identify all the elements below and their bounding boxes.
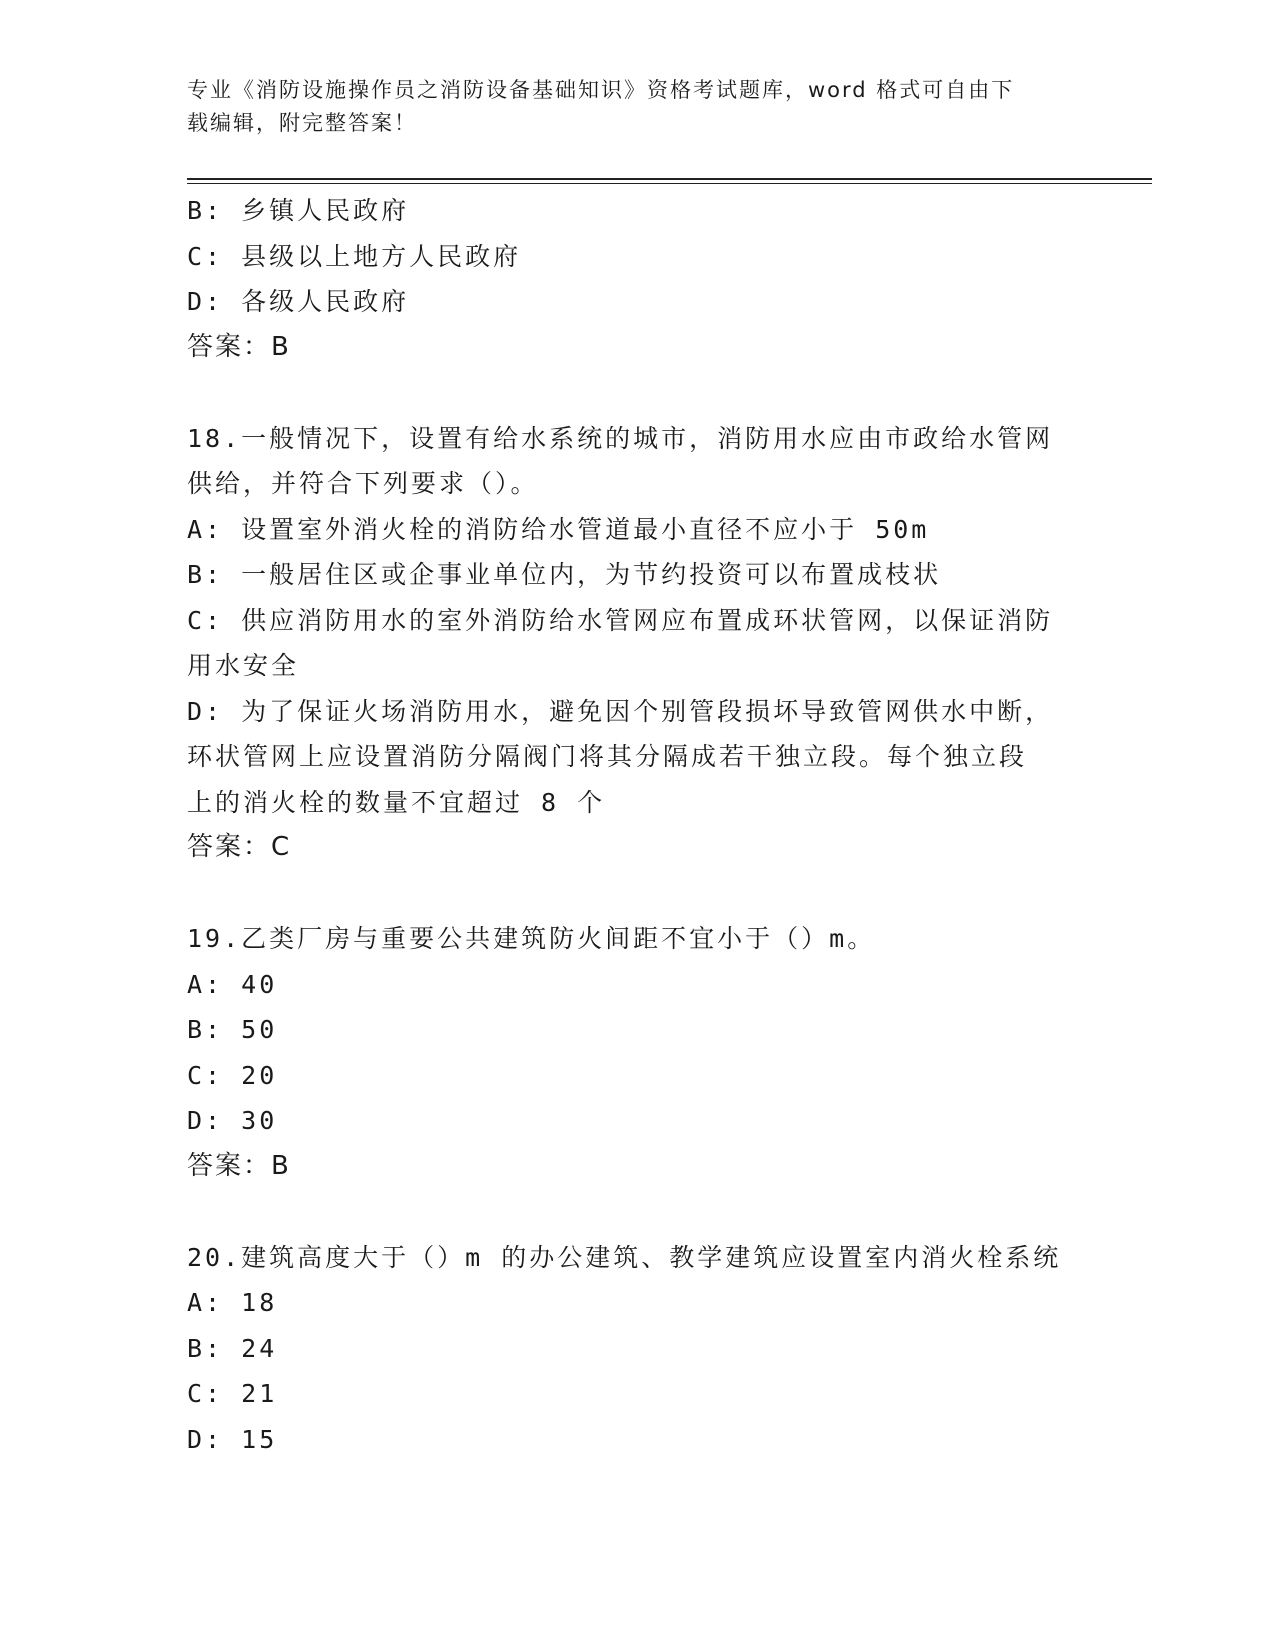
q19-option-c: C: 20 xyxy=(187,1060,278,1090)
spacer xyxy=(187,1189,1077,1235)
q17-option-b: B: 乡镇人民政府 xyxy=(187,196,410,225)
q18-question-line-1: 18.一般情况下，设置有给水系统的城市，消防用水应由市政给水管网 xyxy=(187,423,1054,453)
q18-option-d-line-3: 上的消火栓的数量不宜超过 8 个 xyxy=(187,787,606,817)
q18-question-line-2: 供给，并符合下列要求（）。 xyxy=(187,469,539,498)
q18-option-c-line-1: C: 供应消防用水的室外消防给水管网应布置成环状管网，以保证消防 xyxy=(187,605,1054,635)
q19-option-b: B: 50 xyxy=(187,1015,278,1044)
q20-option-d: D: 15 xyxy=(187,1424,278,1454)
header-title-line-1: 专业《消防设施操作员之消防设备基础知识》资格考试题库，word 格式可自由下 xyxy=(187,78,1015,102)
question-list xyxy=(187,188,1077,1462)
question-18 xyxy=(187,416,1077,871)
q20-option-c: C: 21 xyxy=(187,1379,278,1408)
q17-option-c: C: 县级以上地方人民政府 xyxy=(187,241,522,271)
q18-option-a: A: 设置室外消火栓的消防给水管道最小直径不应小于 50m xyxy=(187,514,930,544)
q17-option-d: D: 各级人民政府 xyxy=(187,287,410,316)
q20-option-b: B: 24 xyxy=(187,1333,278,1363)
q18-option-d-line-2: 环状管网上应设置消防分隔阀门将其分隔成若干独立段。每个独立段 xyxy=(187,742,1028,771)
q20-option-a: A: 18 xyxy=(187,1288,278,1317)
spacer xyxy=(187,370,1077,416)
q19-option-a: A: 40 xyxy=(187,969,278,999)
q18-option-c-line-2: 用水安全 xyxy=(187,651,300,680)
q19-question: 19.乙类厂房与重要公共建筑防火间距不宜小于（）m。 xyxy=(187,924,876,953)
q19-answer: 答案：B xyxy=(187,1150,291,1181)
question-19 xyxy=(187,916,1077,1189)
q18-option-d-line-1: D: 为了保证火场消防用水，避免因个别管段损坏导致管网供水中断， xyxy=(187,696,1054,726)
header-divider-thick xyxy=(187,178,1152,180)
q18-answer: 答案：C xyxy=(187,832,292,862)
question-20 xyxy=(187,1235,1077,1463)
q18-option-b: B: 一般居住区或企事业单位内，为节约投资可以布置成枝状 xyxy=(187,560,942,589)
question-17 xyxy=(187,188,1077,370)
q20-question: 20.建筑高度大于（）m 的办公建筑、教学建筑应设置室内消火栓系统 xyxy=(187,1242,1062,1272)
spacer xyxy=(187,871,1077,917)
q17-answer: 答案：B xyxy=(187,331,291,362)
q19-option-d: D: 30 xyxy=(187,1106,278,1135)
header-title-line-2: 载编辑，附完整答案！ xyxy=(187,111,417,135)
header-divider-thin xyxy=(187,183,1152,184)
document-header xyxy=(187,74,1067,140)
